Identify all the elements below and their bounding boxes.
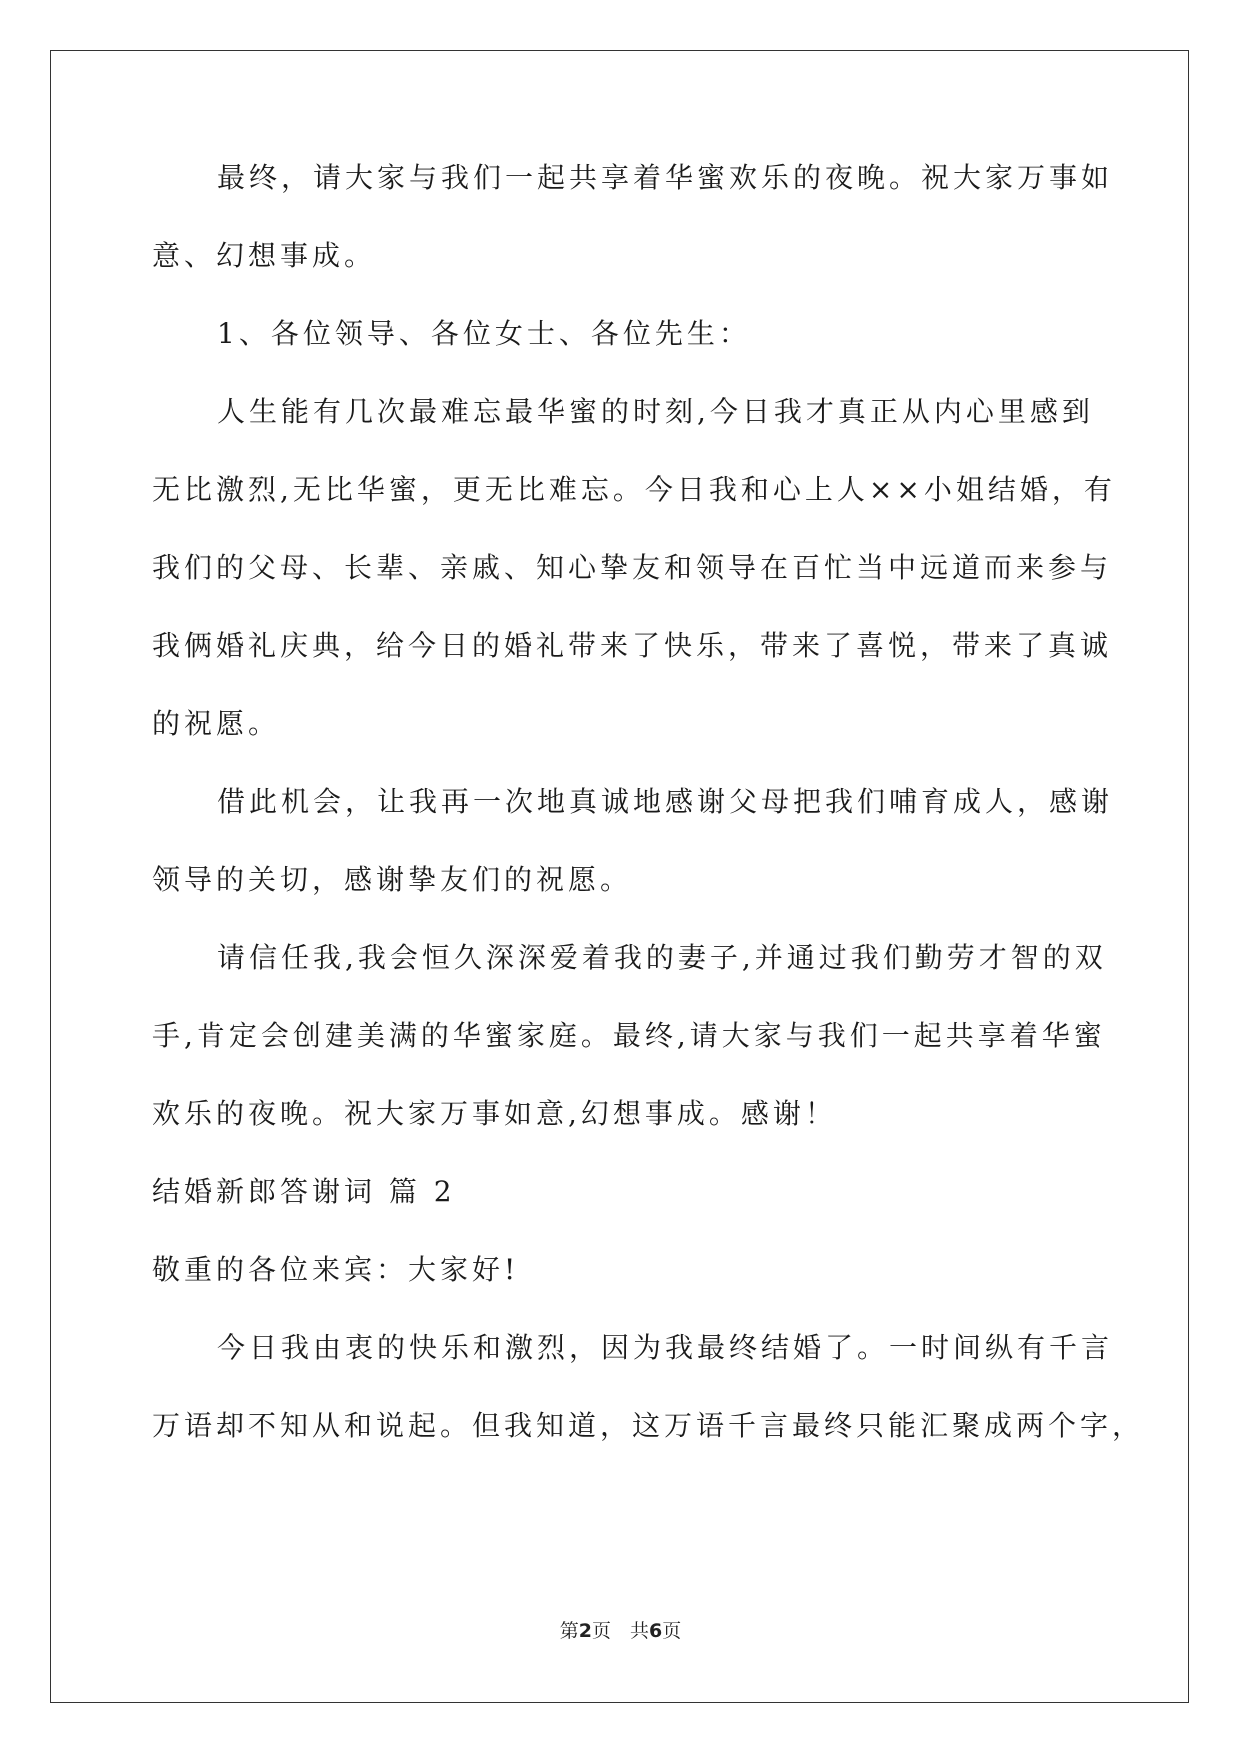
paragraph-line: 欢乐的夜晚。祝大家万事如意,幻想事成。感谢！ <box>152 1097 837 1130</box>
page-footer <box>0 1616 1241 1643</box>
paragraph-line: 请信任我,我会恒久深深爱着我的妻子,并通过我们勤劳才智的双 <box>217 941 1107 974</box>
paragraph-line: 领导的关切，感谢挚友们的祝愿。 <box>152 863 633 896</box>
page-total: 6 <box>649 1620 663 1642</box>
paragraph-line: 的祝愿。 <box>152 707 281 740</box>
paragraph-line: 手,肯定会创建美满的华蜜家庭。最终,请大家与我们一起共享着华蜜 <box>152 1019 1106 1052</box>
paragraph-line: 我们的父母、长辈、亲戚、知心挚友和领导在百忙当中远道而来参与 <box>152 551 1113 584</box>
paragraph-line: 意、幻想事成。 <box>152 239 377 272</box>
page-mid: 页 共 <box>591 1620 649 1642</box>
paragraph-line: 人生能有几次最难忘最华蜜的时刻,今日我才真正从内心里感到 <box>217 395 1094 428</box>
page-prefix: 第 <box>559 1620 579 1642</box>
document-body <box>152 158 1145 1446</box>
paragraph-line: 借此机会，让我再一次地真诚地感谢父母把我们哺育成人，感谢 <box>217 785 1114 818</box>
salutation: 敬重的各位来宾：大家好! <box>152 1253 520 1286</box>
paragraph-line: 今日我由衷的快乐和激烈，因为我最终结婚了。一时间纵有千言 <box>217 1331 1114 1364</box>
section-heading: 结婚新郎答谢词 篇 2 <box>152 1175 456 1208</box>
paragraph-line: 万语却不知从和说起。但我知道，这万语千言最终只能汇聚成两个字， <box>152 1409 1145 1442</box>
paragraph-line: 1、各位领导、各位女士、各位先生： <box>217 317 751 350</box>
paragraph-line: 最终，请大家与我们一起共享着华蜜欢乐的夜晚。祝大家万事如 <box>217 161 1114 194</box>
page-suffix: 页 <box>662 1620 682 1642</box>
paragraph-line: 我俩婚礼庆典，给今日的婚礼带来了快乐，带来了喜悦，带来了真诚 <box>152 629 1113 662</box>
page-current: 2 <box>578 1620 592 1642</box>
paragraph-line: 无比激烈,无比华蜜，更无比难忘。今日我和心上人××小姐结婚，有 <box>152 473 1116 506</box>
